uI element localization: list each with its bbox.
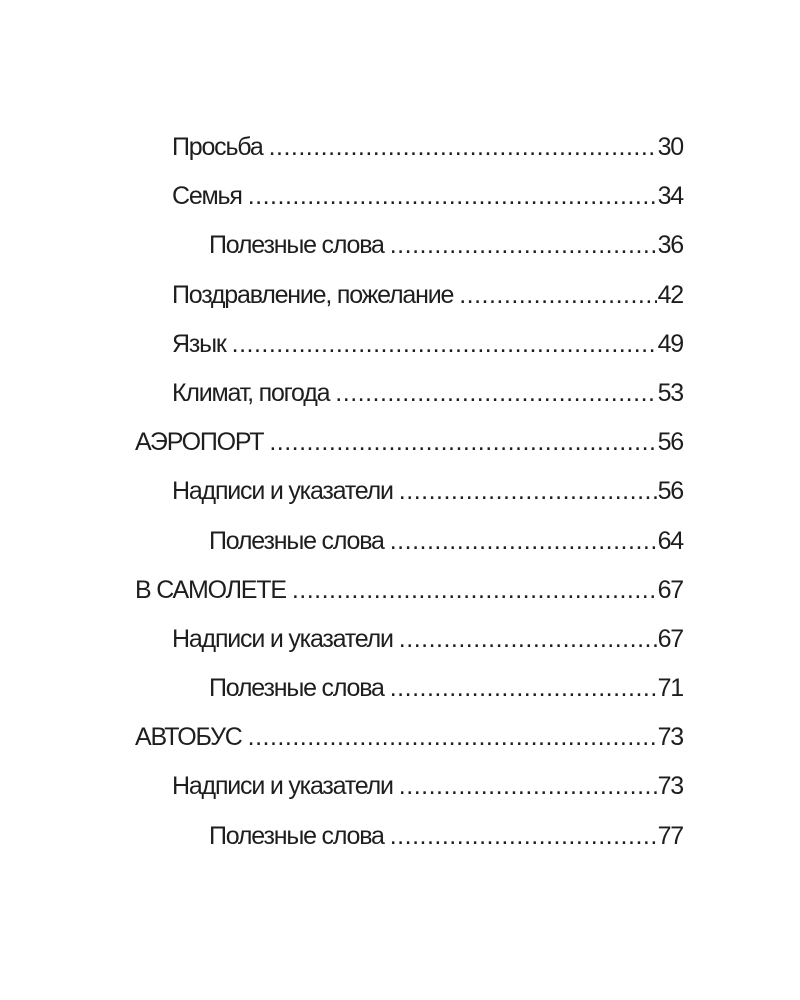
toc-section-page: 56 [657,428,683,457]
dot-leader [248,723,657,752]
dot-leader [269,428,656,457]
toc-section-title: АВТОБУС [135,723,242,752]
toc-entry[interactable] [135,477,683,526]
toc-entry[interactable] [135,133,683,182]
dot-leader [232,330,657,359]
dot-leader [399,772,657,801]
toc-section-page: 73 [657,723,683,752]
toc-entry[interactable] [135,231,683,280]
toc-entry-page: 49 [657,329,683,358]
dot-leader [292,576,657,605]
toc-section-title: АЭРОПОРТ [135,428,264,457]
toc-entry-title: Надписи и указатели [172,477,393,506]
dot-leader [399,477,657,506]
toc-entry-title: Поздравление, пожелание [172,280,454,309]
toc-entry[interactable] [135,281,683,330]
toc-entry-page: 64 [657,526,683,555]
toc-section[interactable] [135,723,683,772]
toc-entry-page: 71 [657,674,683,703]
toc-entry-title: Язык [172,329,226,358]
dot-leader [390,231,657,260]
toc-entry-title: Климат, погода [172,378,330,407]
dot-leader [459,281,656,310]
table-of-contents [135,133,683,871]
toc-entry[interactable] [135,674,683,723]
toc-entry-page: 77 [657,821,683,850]
toc-section[interactable] [135,428,683,477]
toc-entry-page: 36 [657,231,683,260]
dot-leader [390,822,657,851]
dot-leader [390,527,657,556]
toc-entry-page: 53 [657,378,683,407]
toc-entry-page: 42 [657,280,683,309]
toc-entry-title: Полезные слова [209,674,384,703]
toc-section-title: В САМОЛЕТЕ [135,575,286,604]
toc-entry[interactable] [135,182,683,231]
dot-leader [390,674,657,703]
toc-entry-title: Надписи и указатели [172,624,393,653]
toc-entry-title: Полезные слова [209,821,384,850]
toc-entry-title: Полезные слова [209,526,384,555]
dot-leader [335,379,656,408]
toc-entry[interactable] [135,379,683,428]
dot-leader [399,625,657,654]
toc-entry[interactable] [135,527,683,576]
toc-entry-title: Надписи и указатели [172,772,393,801]
toc-entry[interactable] [135,772,683,821]
toc-entry-title: Просьба [172,133,263,161]
toc-entry-page: 67 [657,624,683,653]
toc-entry-page: 34 [657,182,683,211]
dot-leader [248,182,657,211]
toc-entry-page: 73 [657,772,683,801]
toc-entry[interactable] [135,330,683,379]
toc-entry-title: Полезные слова [209,231,384,260]
toc-entry-title: Семья [172,182,242,211]
toc-entry-page: 30 [657,133,683,161]
toc-section[interactable] [135,576,683,625]
toc-entry-page: 56 [657,477,683,506]
toc-entry[interactable] [135,625,683,674]
dot-leader [269,133,657,162]
toc-section-page: 67 [657,575,683,604]
toc-entry[interactable] [135,822,683,871]
